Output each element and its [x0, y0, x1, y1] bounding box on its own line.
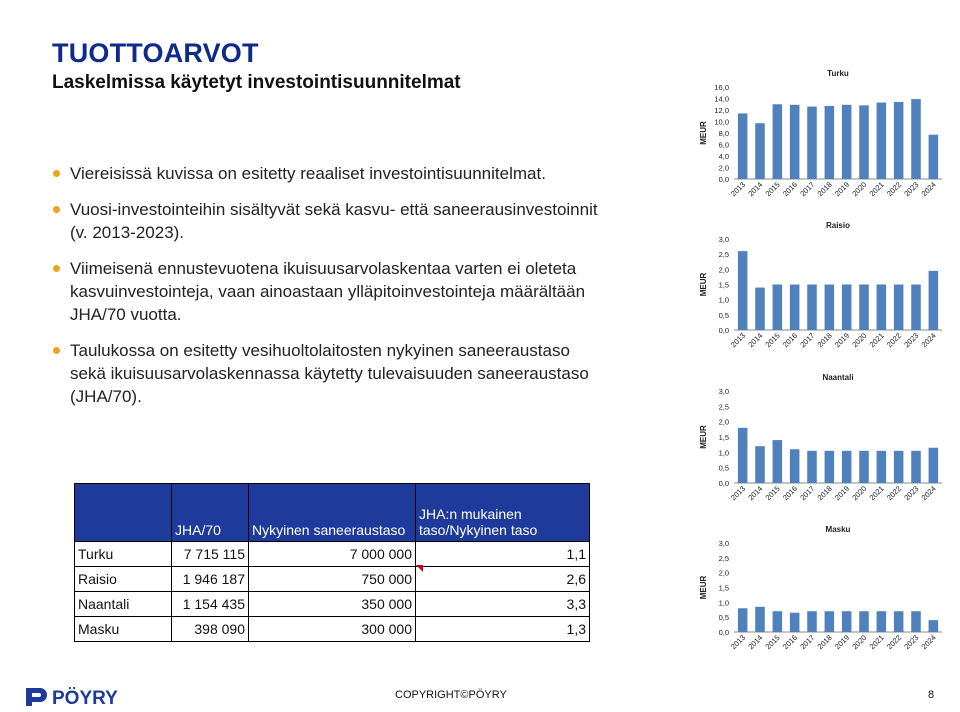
x-tick-label: 2014 [746, 331, 765, 350]
poyry-logo-mark-icon [26, 688, 47, 706]
bar [911, 451, 921, 483]
x-tick-label: 2015 [763, 180, 782, 199]
bar [929, 620, 939, 632]
table-cell: 300 000 [249, 617, 416, 642]
x-tick-label: 2019 [832, 331, 852, 350]
bar [894, 611, 904, 632]
table-cell: Turku [75, 542, 172, 567]
x-tick-label: 2023 [902, 633, 921, 652]
y-axis-label: MEUR [699, 272, 708, 297]
x-tick-label: 2023 [902, 331, 921, 350]
x-tick-label: 2016 [780, 180, 800, 199]
y-tick-label: 1,0 [718, 295, 729, 305]
x-tick-label: 2013 [728, 633, 748, 652]
y-tick-label: 16,0 [714, 83, 729, 92]
bar [859, 105, 869, 179]
table-header-cell: Nykyinen saneeraustaso [249, 484, 416, 542]
bar [877, 103, 887, 179]
x-tick-label: 2017 [798, 633, 817, 652]
y-tick-label: 3,0 [718, 539, 729, 548]
bar [807, 285, 817, 331]
x-tick-label: 2021 [867, 331, 886, 350]
bar [773, 611, 783, 632]
x-tick-label: 2023 [902, 484, 921, 503]
bar [825, 611, 835, 632]
y-tick-label: 3,0 [718, 387, 729, 396]
table-header-row [75, 484, 590, 542]
bar [790, 285, 800, 331]
table-cell: Naantali [75, 592, 172, 617]
bar [842, 451, 852, 483]
table-header-cell: JHA/70 [172, 484, 249, 542]
x-tick-label: 2017 [798, 331, 817, 350]
bullet-item [70, 339, 610, 408]
bar [773, 285, 783, 331]
x-tick-label: 2020 [850, 331, 869, 350]
bullet-text: Taulukossa on esitetty vesihuoltolaitosten nykyinen saneeraustaso sekä ikuisuusarvolaskennassa käytetty tulevaisuuden saneeraustaso (JHA/70). [70, 341, 589, 406]
y-tick-label: 8,0 [718, 129, 729, 138]
y-tick-label: 10,0 [714, 117, 729, 127]
renewal-level-table [74, 483, 590, 642]
logo-text: PÖYRY [52, 688, 118, 709]
table-header-cell: JHA:n mukainen taso/Nykyinen taso [416, 484, 590, 542]
x-tick-label: 2021 [867, 633, 886, 652]
x-tick-label: 2016 [780, 331, 800, 350]
y-axis-label: MEUR [699, 575, 708, 600]
bullet-list [70, 162, 610, 421]
table-cell: 750 000 [249, 567, 416, 592]
y-tick-label: 0,0 [718, 479, 729, 488]
bar [825, 451, 835, 483]
bar [807, 451, 817, 483]
bar [773, 104, 783, 179]
chart-title: Raisio [825, 221, 851, 230]
table-cell: 7 000 000 [249, 542, 416, 567]
y-tick-label: 1,5 [718, 583, 729, 593]
table-cell: Raisio [75, 567, 172, 592]
x-tick-label: 2014 [746, 180, 765, 199]
bar [755, 123, 765, 179]
y-tick-label: 2,0 [718, 568, 729, 578]
bar [929, 448, 939, 483]
bullet-text: Vuosi-investointeihin sisältyvät sekä kasvu- että saneerausinvestoinnit (v. 2013-2023). [70, 200, 598, 242]
x-tick-label: 2015 [763, 331, 782, 350]
bar [790, 105, 800, 179]
bullet-text: Viereisissä kuvissa on esitetty reaaliset investointisuunnitelmat. [70, 164, 546, 183]
y-tick-label: 0,5 [718, 310, 729, 320]
x-tick-label: 2019 [832, 633, 852, 652]
y-tick-label: 1,0 [718, 598, 729, 608]
y-tick-label: 2,0 [718, 163, 729, 173]
chart-title: Turku [827, 69, 849, 78]
page-subtitle: Laskelmissa käytetyt investointisuunnitelmat [52, 72, 461, 93]
page-title: TUOTTOARVOT [52, 38, 259, 68]
bullet-dot-icon [53, 170, 60, 177]
table-header-cell [75, 484, 172, 542]
y-axis-label: MEUR [699, 121, 708, 145]
x-tick-label: 2024 [919, 331, 938, 350]
y-tick-label: 14,0 [714, 94, 729, 104]
bar [755, 288, 765, 330]
y-tick-label: 1,0 [718, 448, 729, 458]
table-row [75, 617, 590, 642]
y-tick-label: 1,5 [718, 280, 729, 290]
y-tick-label: 4,0 [718, 152, 729, 161]
table-row [75, 592, 590, 617]
x-tick-label: 2013 [728, 484, 748, 503]
bar [929, 135, 939, 179]
y-tick-label: 0,5 [718, 463, 729, 473]
bullet-dot-icon [53, 347, 60, 354]
x-tick-label: 2021 [867, 180, 886, 199]
x-tick-label: 2022 [884, 484, 904, 503]
bar [877, 611, 887, 632]
bar [877, 451, 887, 483]
copyright-text: COPYRIGHT©PÖYRY [395, 689, 507, 701]
table-row [75, 542, 590, 567]
bar [911, 99, 921, 179]
x-tick-label: 2017 [798, 484, 817, 503]
bar [894, 285, 904, 331]
y-tick-label: 0,0 [718, 628, 729, 637]
x-tick-label: 2024 [919, 180, 938, 199]
table-cell: 1,1 [416, 542, 590, 567]
y-tick-label: 0,0 [718, 326, 729, 335]
y-tick-label: 6,0 [718, 140, 729, 150]
x-tick-label: 2020 [850, 484, 869, 503]
x-tick-label: 2024 [919, 633, 938, 652]
bar [911, 285, 921, 331]
bar [825, 285, 835, 331]
comment-marker-icon [416, 565, 423, 572]
table-cell: 7 715 115 [172, 542, 249, 567]
y-tick-label: 2,0 [718, 265, 729, 275]
bar [894, 102, 904, 179]
poyry-logo [22, 683, 140, 709]
x-tick-label: 2019 [832, 484, 852, 503]
table-cell: 3,3 [416, 592, 590, 617]
y-tick-label: 2,5 [718, 250, 729, 260]
bar [773, 440, 783, 483]
chart-title: Masku [825, 525, 851, 534]
bar [842, 105, 852, 179]
bar [807, 611, 817, 632]
investment-bar-charts [692, 62, 954, 666]
x-tick-label: 2022 [884, 331, 904, 350]
table-cell: 350 000 [249, 592, 416, 617]
table-cell: 2,6 [416, 567, 590, 592]
bullet-item [70, 162, 610, 185]
bar [894, 451, 904, 483]
bar [825, 106, 835, 179]
bullet-dot-icon [53, 265, 60, 272]
y-tick-label: 2,5 [718, 553, 729, 563]
table-cell: 1 946 187 [172, 567, 249, 592]
x-tick-label: 2014 [746, 484, 765, 503]
bar [755, 446, 765, 483]
y-axis-label: MEUR [699, 425, 708, 449]
y-tick-label: 2,0 [718, 417, 729, 427]
bar [738, 113, 748, 179]
bar [790, 449, 800, 483]
x-tick-label: 2018 [815, 180, 834, 199]
y-tick-label: 0,0 [718, 175, 729, 184]
bar [859, 285, 869, 331]
x-tick-label: 2018 [815, 484, 834, 503]
y-tick-label: 0,5 [718, 613, 729, 623]
bar [738, 608, 748, 632]
bar [790, 613, 800, 632]
x-tick-label: 2015 [763, 633, 782, 652]
table-cell: 398 090 [172, 617, 249, 642]
x-tick-label: 2013 [728, 180, 748, 199]
x-tick-label: 2020 [850, 633, 869, 652]
x-tick-label: 2017 [798, 180, 817, 199]
x-tick-label: 2014 [746, 633, 765, 652]
bullet-item [70, 198, 610, 244]
bar [738, 251, 748, 330]
x-tick-label: 2018 [815, 633, 834, 652]
x-tick-label: 2019 [832, 180, 852, 199]
investment-charts [692, 62, 954, 671]
bar [859, 611, 869, 632]
x-tick-label: 2016 [780, 633, 800, 652]
bar [859, 451, 869, 483]
table-row [75, 567, 590, 592]
bar [929, 271, 939, 330]
bullet-text: Viimeisenä ennustevuotena ikuisuusarvolaskentaa varten ei oleteta kasvuinvestointeja, vaan ainoastaan ylläpitoinvestointeja määrältään JHA/70 vuotta. [70, 259, 586, 324]
x-tick-label: 2024 [919, 484, 938, 503]
bar [842, 611, 852, 632]
x-tick-label: 2016 [780, 484, 800, 503]
bullet-dot-icon [53, 206, 60, 213]
table-cell: 1,3 [416, 617, 590, 642]
bar [877, 285, 887, 331]
x-tick-label: 2020 [850, 180, 869, 199]
x-tick-label: 2013 [728, 331, 748, 350]
y-tick-label: 1,5 [718, 433, 729, 442]
bullet-item [70, 257, 610, 326]
bar [738, 428, 748, 483]
bar [842, 285, 852, 331]
bar [807, 107, 817, 179]
y-tick-label: 3,0 [718, 235, 729, 244]
table-cell: Masku [75, 617, 172, 642]
y-tick-label: 2,5 [718, 402, 729, 412]
bar [911, 611, 921, 632]
x-tick-label: 2021 [867, 484, 886, 503]
x-tick-label: 2023 [902, 180, 921, 199]
chart-title: Naantali [822, 373, 854, 382]
y-tick-label: 12,0 [714, 106, 729, 115]
x-tick-label: 2015 [763, 484, 782, 503]
page-number: 8 [928, 689, 935, 701]
bar [755, 607, 765, 632]
x-tick-label: 2022 [884, 180, 904, 199]
table-cell: 1 154 435 [172, 592, 249, 617]
x-tick-label: 2022 [884, 633, 904, 652]
x-tick-label: 2018 [815, 331, 834, 350]
